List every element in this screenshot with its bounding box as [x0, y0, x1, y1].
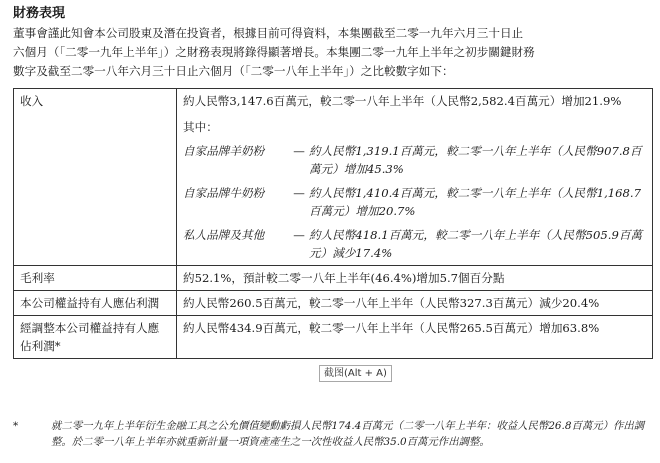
list-item: [183, 184, 646, 220]
item-dash: —: [293, 144, 305, 158]
item-dash: —: [293, 228, 305, 242]
item-desc: 約人民幣418.1百萬元，較二零一八年上半年（人民幣505.9百萬元）減少17.4%: [309, 228, 643, 260]
row-value: [177, 89, 653, 266]
row-value: 約人民幣260.5百萬元，較二零一八年上半年（人民幣327.3百萬元）減少20.4%: [177, 291, 653, 316]
item-name: 自家品牌羊奶粉: [183, 144, 265, 158]
table-row-gross-margin: [14, 266, 653, 291]
table-row-adjusted-profit: [14, 316, 653, 359]
row-label: 經調整本公司權益持有人應佔利潤*: [14, 316, 177, 359]
row-label: 本公司權益持有人應佔利潤: [14, 291, 177, 316]
intro-paragraph: [13, 24, 653, 81]
intro-line: 董事會謹此知會本公司股東及潛在投資者，根據目前可得資料，本集團截至二零一九年六月三十日止: [13, 26, 524, 40]
item-desc: 約人民幣1,319.1百萬元，較二零一八年上半年（人民幣907.8百萬元）增加45.3%: [309, 144, 642, 176]
footnote-text: 就二零一九年上半年衍生金融工具之公允價值變動虧損人民幣174.4百萬元（二零一八年上半年：收益人民幣26.8百萬元）作出調整。於二零一八年上半年亦就重新計量一項資產產生之一次性收益人民幣35.0百萬元作出調整。: [51, 420, 645, 448]
list-item: [183, 226, 646, 262]
breakdown-heading: 其中：: [183, 120, 218, 134]
table-row-net-profit: [14, 291, 653, 316]
item-dash: —: [293, 186, 305, 200]
table-row-revenue: [14, 89, 653, 266]
intro-line: 六個月（「二零一九年上半年」）之財務表現將錄得顯著增長。本集團二零一九年上半年之初步關鍵財務: [13, 45, 535, 59]
item-desc: 約人民幣1,410.4百萬元，較二零一八年上半年（人民幣1,168.7百萬元）增加20.7%: [309, 186, 641, 218]
row-value: 約52.1%，預計較二零一八年上半年(46.4%)增加5.7個百分點: [177, 266, 653, 291]
item-name: 自家品牌牛奶粉: [183, 186, 265, 200]
row-label: 收入: [14, 89, 177, 266]
screenshot-tooltip: 截图(Alt + A): [319, 365, 392, 382]
row-label: 毛利率: [14, 266, 177, 291]
item-name: 私人品牌及其他: [183, 228, 265, 242]
list-item: [183, 142, 646, 178]
footnote-mark: *: [13, 420, 19, 432]
intro-line: 數字及截至二零一八年六月三十日止六個月（「二零一八年上半年」）之比較數字如下：: [13, 64, 454, 78]
revenue-summary: 約人民幣3,147.6百萬元，較二零一八年上半年（人民幣2,582.4百萬元）增加21.9%: [183, 94, 622, 108]
financial-table: [13, 88, 653, 359]
footnote: [13, 418, 658, 450]
row-value: 約人民幣434.9百萬元，較二零一八年上半年（人民幣265.5百萬元）增加63.8%: [177, 316, 653, 359]
section-title: 財務表現: [13, 6, 66, 21]
